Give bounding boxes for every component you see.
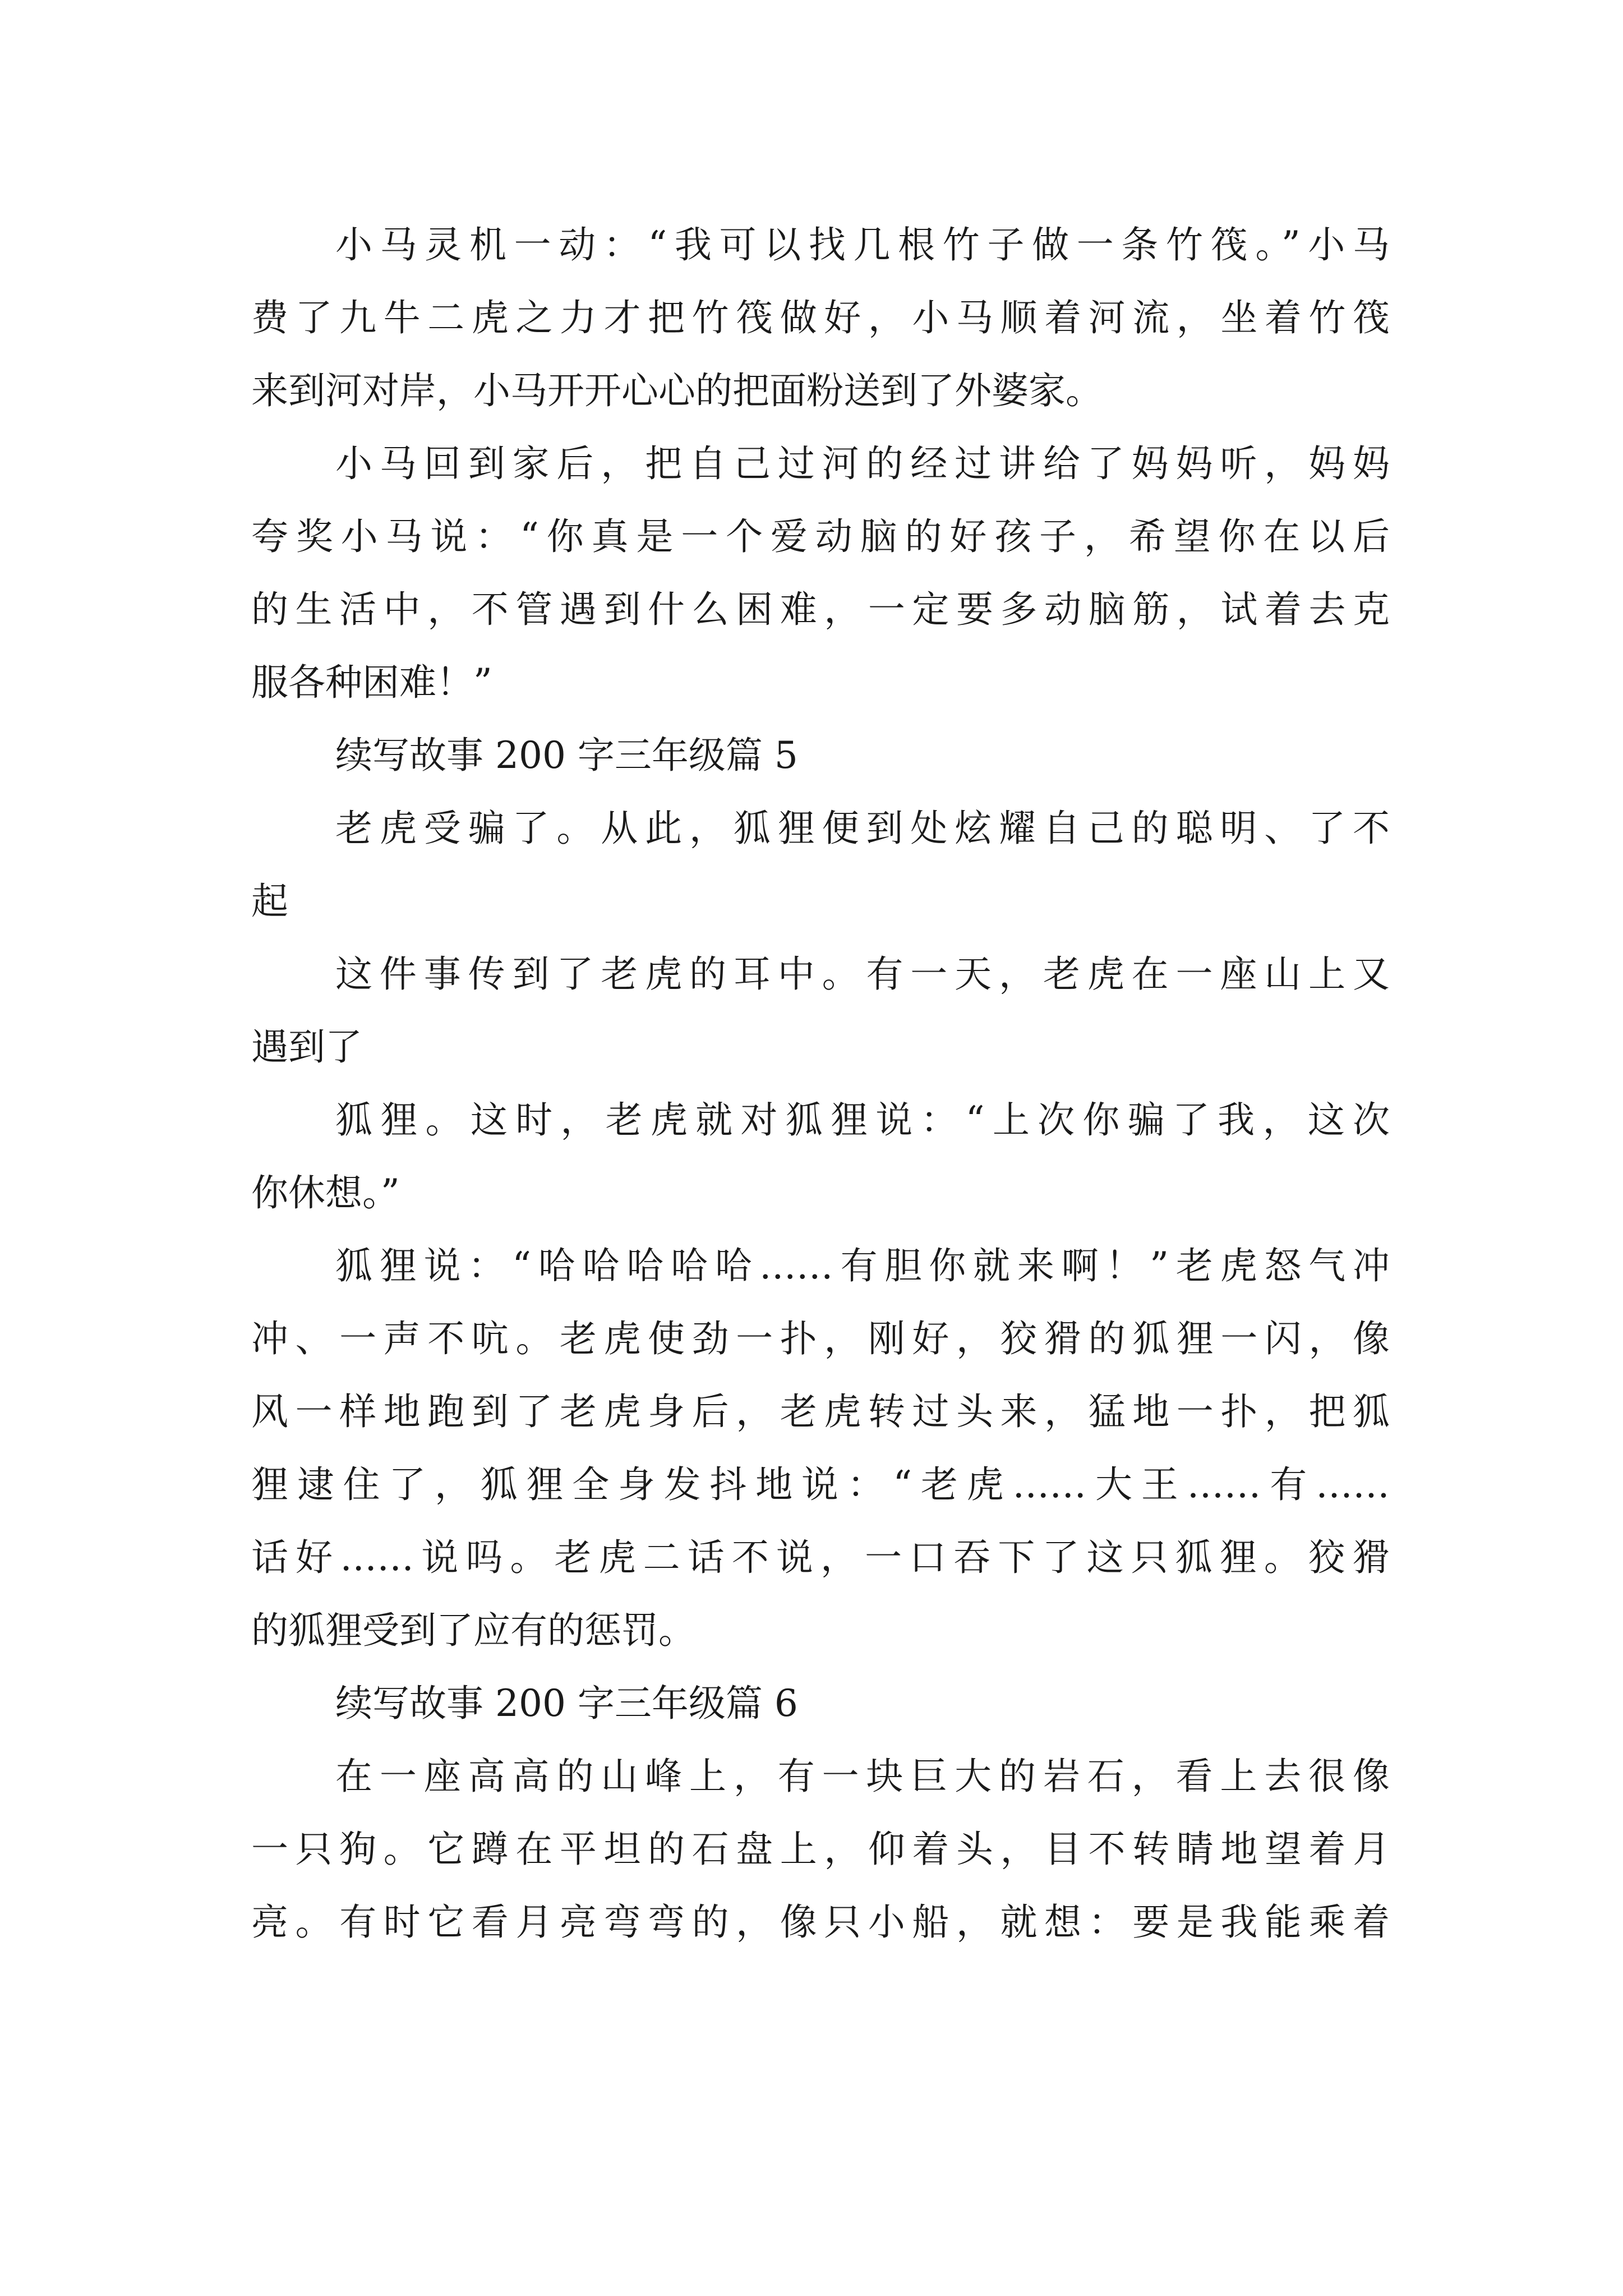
paragraph-line: 的生活中，不管遇到什么困难，一定要多动脑筋，试着去克 (251, 588, 1390, 631)
paragraph-line: 话好……说吗。老虎二话不说，一口吞下了这只狐狸。狡猾 (251, 1536, 1390, 1579)
paragraph-line: 这件事传到了老虎的耳中。有一天，老虎在一座山上又 (335, 953, 1390, 996)
paragraph-line: 起 (251, 880, 288, 923)
paragraph-line: 一只狗。它蹲在平坦的石盘上，仰着头，目不转睛地望着月 (251, 1828, 1390, 1871)
paragraph-line: 来到河对岸，小马开开心心的把面粉送到了外婆家。 (251, 369, 1103, 412)
paragraph-line: 老虎受骗了。从此，狐狸便到处炫耀自己的聪明、了不 (335, 807, 1390, 850)
paragraph-line: 夸奖小马说：“你真是一个爱动脑的好孩子，希望你在以后 (251, 515, 1390, 558)
paragraph-line: 亮。有时它看月亮弯弯的，像只小船，就想：要是我能乘着 (251, 1901, 1390, 1944)
paragraph-line: 在一座高高的山峰上，有一块巨大的岩石，看上去很像 (335, 1755, 1390, 1798)
paragraph-line: 小马灵机一动：“我可以找几根竹子做一条竹筏。”小马 (335, 223, 1390, 266)
paragraph-line: 你休想。” (251, 1171, 400, 1214)
paragraph-line: 小马回到家后，把自己过河的经过讲给了妈妈听，妈妈 (335, 442, 1390, 485)
paragraph-line: 费了九牛二虎之力才把竹筏做好，小马顺着河流，坐着竹筏 (251, 296, 1390, 339)
paragraph-line: 风一样地跑到了老虎身后，老虎转过头来，猛地一扑，把狐 (251, 1390, 1390, 1433)
paragraph-line: 狸逮住了，狐狸全身发抖地说：“老虎……大王……有…… (251, 1463, 1390, 1506)
paragraph-line: 狐狸说：“哈哈哈哈哈……有胆你就来啊！”老虎怒气冲 (335, 1244, 1390, 1287)
section-heading: 续写故事 200 字三年级篇 6 (335, 1682, 798, 1725)
paragraph-line: 服各种困难！” (251, 661, 492, 704)
paragraph-line: 狐狸。这时，老虎就对狐狸说：“上次你骗了我，这次 (335, 1098, 1390, 1142)
paragraph-line: 冲、一声不吭。老虎使劲一扑，刚好，狡猾的狐狸一闪，像 (251, 1317, 1390, 1360)
paragraph-line: 的狐狸受到了应有的惩罚。 (251, 1609, 695, 1652)
section-heading: 续写故事 200 字三年级篇 5 (335, 734, 798, 777)
paragraph-line: 遇到了 (251, 1025, 362, 1069)
